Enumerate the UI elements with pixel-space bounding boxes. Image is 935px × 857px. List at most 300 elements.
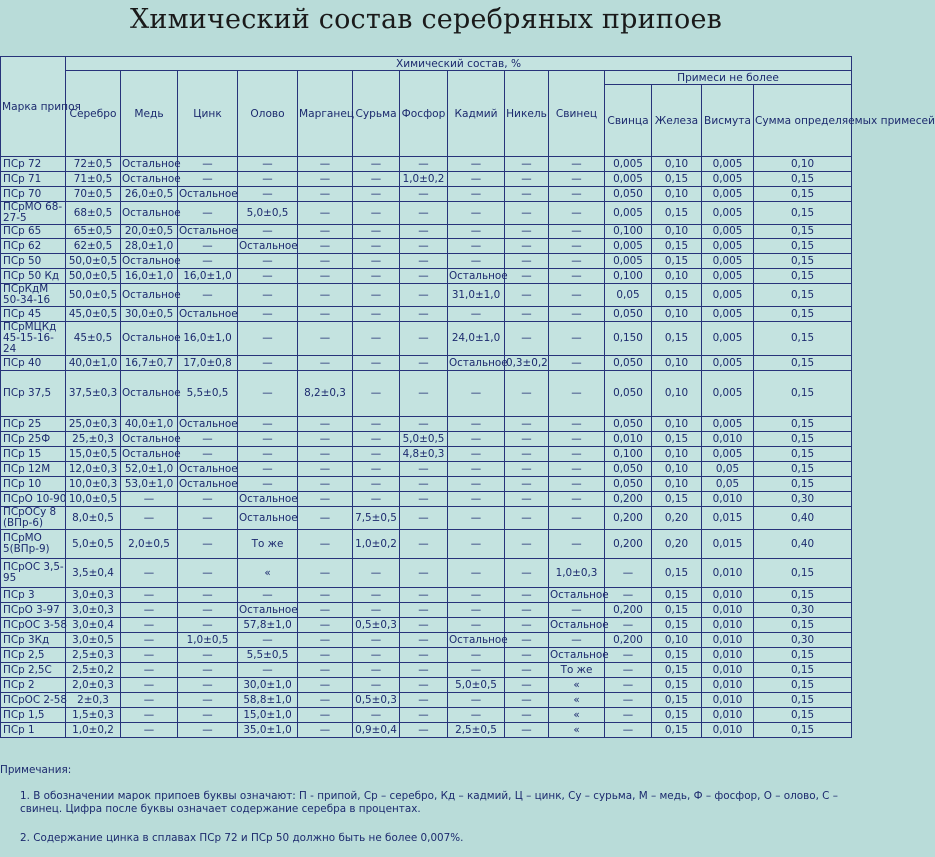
table-cell: 0,15	[652, 618, 702, 633]
table-cell: 0,15	[754, 693, 852, 708]
brand-cell: ПСр 2	[1, 678, 66, 693]
page-title: Химический состав серебряных припоев	[129, 4, 723, 35]
table-cell: 0,10	[652, 225, 702, 239]
table-cell: 0,15	[754, 663, 852, 678]
table-cell: —	[121, 603, 178, 618]
table-cell: 0,05	[605, 284, 652, 307]
table-cell: —	[549, 633, 605, 648]
table-cell: 0,15	[652, 693, 702, 708]
table-cell: 35,0±1,0	[238, 723, 298, 738]
table-cell: 0,200	[605, 492, 652, 507]
table-cell: 0,40	[754, 507, 852, 530]
table-cell: 0,15	[652, 723, 702, 738]
table-cell: 3,0±0,5	[66, 633, 121, 648]
table-cell: 1,0±0,5	[178, 633, 238, 648]
table-cell: 0,010	[702, 693, 754, 708]
table-cell: —	[121, 693, 178, 708]
table-cell: 0,005	[605, 157, 652, 172]
table-cell: —	[605, 648, 652, 663]
table-cell: —	[178, 239, 238, 254]
table-cell: 0,15	[754, 322, 852, 356]
table-cell: То же	[238, 530, 298, 559]
table-row	[1, 477, 852, 492]
table-cell: 15,0±1,0	[238, 708, 298, 723]
table-cell: 2±0,3	[66, 693, 121, 708]
table-cell: 0,40	[754, 530, 852, 559]
table-cell: —	[400, 254, 448, 269]
table-cell: Остальное	[179, 462, 238, 475]
table-row	[1, 254, 852, 269]
table-cell: 5,0±0,5	[66, 530, 121, 559]
table-cell: —	[178, 678, 238, 693]
table-cell: —	[505, 678, 549, 693]
table-cell: —	[400, 663, 448, 678]
table-row	[1, 225, 852, 239]
table-cell: —	[238, 225, 298, 239]
table-cell: 57,8±1,0	[238, 618, 298, 633]
brand-cell: ПСр 40	[1, 356, 66, 371]
table-cell: 0,15	[754, 678, 852, 693]
table-cell: 0,15	[754, 723, 852, 738]
table-row	[1, 322, 852, 356]
table-cell: 0,200	[605, 633, 652, 648]
table-cell: 4,8±0,3	[400, 447, 448, 462]
brand-cell: ПСр 45	[1, 307, 66, 322]
table-cell: —	[298, 648, 353, 663]
table-cell: —	[400, 492, 448, 507]
table-cell: 0,15	[652, 648, 702, 663]
table-cell: Остальное	[121, 371, 178, 417]
table-cell: 0,005	[702, 254, 754, 269]
table-cell: 30,0±0,5	[121, 307, 178, 322]
table-cell: —	[353, 633, 400, 648]
table-cell: 20,0±0,5	[121, 225, 178, 239]
table-cell: 0,15	[652, 254, 702, 269]
table-cell: —	[353, 371, 400, 417]
header-imp-iron: Железа	[652, 85, 702, 157]
table-cell: —	[353, 172, 400, 187]
table-cell: —	[298, 172, 353, 187]
table-body	[1, 157, 852, 738]
table-cell: 7,5±0,5	[353, 507, 400, 530]
table-row	[1, 559, 852, 588]
table-cell: 0,005	[605, 202, 652, 225]
table-cell: 0,15	[754, 254, 852, 269]
table-cell: —	[298, 559, 353, 588]
table-cell: —	[505, 239, 549, 254]
table-cell: 0,050	[605, 477, 652, 492]
table-cell: 3,5±0,4	[66, 559, 121, 588]
table-cell: —	[121, 559, 178, 588]
table-cell: 24,0±1,0	[448, 322, 505, 356]
table-cell: 15,0±0,5	[66, 447, 121, 462]
table-cell: —	[400, 322, 448, 356]
table-cell: —	[121, 708, 178, 723]
table-cell: 0,010	[702, 678, 754, 693]
table-cell: —	[448, 371, 505, 417]
table-cell: 1,0±0,2	[353, 530, 400, 559]
table-row	[1, 723, 852, 738]
table-cell: —	[238, 269, 298, 284]
table-cell: —	[353, 307, 400, 322]
table-cell: —	[505, 477, 549, 492]
table-cell: —	[605, 588, 652, 603]
table-cell: 0,15	[652, 239, 702, 254]
table-cell: —	[505, 254, 549, 269]
table-cell: 0,005	[702, 371, 754, 417]
header-nickel: Никель	[505, 71, 549, 157]
table-cell: —	[448, 462, 505, 477]
table-cell: —	[448, 239, 505, 254]
brand-cell: ПСр 37,5	[1, 371, 66, 417]
header-imp-lead: Свинца	[605, 85, 652, 157]
table-cell: —	[298, 723, 353, 738]
table-cell: 0,10	[652, 447, 702, 462]
table-cell: —	[549, 172, 605, 187]
table-cell: 2,0±0,3	[66, 678, 121, 693]
table-cell: 0,30	[754, 492, 852, 507]
table-cell: 0,15	[652, 603, 702, 618]
brand-cell: ПСрКдМ 50-34-16	[1, 284, 66, 307]
table-cell: 1,0±0,3	[549, 559, 605, 588]
table-cell: 0,3±0,2	[506, 356, 548, 369]
table-cell: 0,15	[754, 172, 852, 187]
table-cell: —	[549, 254, 605, 269]
header-composition: Химический состав, %	[66, 57, 852, 71]
table-cell: —	[505, 269, 549, 284]
header-imp-bismuth: Висмута	[702, 85, 754, 157]
table-cell: —	[353, 417, 400, 432]
table-cell: 0,15	[754, 284, 852, 307]
table-cell: —	[353, 322, 400, 356]
table-cell: —	[605, 693, 652, 708]
table-cell: 0,050	[605, 187, 652, 202]
table-cell: —	[400, 284, 448, 307]
table-cell: 12,0±0,3	[66, 462, 121, 477]
table-cell: 0,15	[754, 269, 852, 284]
table-cell: Остальное	[238, 507, 298, 530]
table-cell: —	[298, 157, 353, 172]
table-cell: —	[448, 618, 505, 633]
table-cell: —	[448, 447, 505, 462]
table-cell: 72±0,5	[66, 157, 121, 172]
table-row	[1, 708, 852, 723]
solder-composition-table	[0, 56, 935, 738]
table-row	[1, 187, 852, 202]
table-cell: —	[549, 462, 605, 477]
table-cell: —	[353, 678, 400, 693]
table-row	[1, 492, 852, 507]
table-cell: 5,0±0,5	[238, 202, 298, 225]
table-cell: —	[400, 530, 448, 559]
table-cell: 52,0±1,0	[121, 462, 178, 477]
table-cell: 0,15	[754, 187, 852, 202]
table-cell: —	[400, 588, 448, 603]
table-cell: 0,15	[652, 202, 702, 225]
header-manganese: Марганец	[298, 71, 353, 157]
table-cell: —	[505, 663, 549, 678]
table-cell: —	[121, 648, 178, 663]
table-cell: 30,0±1,0	[238, 678, 298, 693]
table-cell: —	[549, 603, 605, 618]
table-cell: —	[121, 618, 178, 633]
table-cell: —	[353, 462, 400, 477]
table-row	[1, 693, 852, 708]
table-cell: 0,10	[652, 356, 702, 371]
table-cell: 2,5±0,3	[66, 648, 121, 663]
table-cell: —	[605, 708, 652, 723]
table-cell: —	[505, 603, 549, 618]
table-cell: 68±0,5	[66, 202, 121, 225]
table-cell: —	[178, 530, 238, 559]
table-cell: 25,0±0,3	[66, 417, 121, 432]
table-cell: —	[121, 492, 178, 507]
table-cell: 0,010	[702, 633, 754, 648]
table-cell: 5,0±0,5	[400, 432, 448, 447]
table-row	[1, 432, 852, 447]
table-cell: —	[400, 462, 448, 477]
table-cell: —	[178, 432, 238, 447]
table-cell: 0,005	[702, 157, 754, 172]
table-cell: Остальное	[449, 269, 508, 282]
table-row	[1, 633, 852, 648]
table-cell: —	[505, 371, 549, 417]
table-cell: —	[505, 492, 549, 507]
table-cell: —	[178, 284, 238, 307]
table-cell: 0,15	[652, 708, 702, 723]
table-cell: Остальное	[122, 432, 181, 445]
table-cell: —	[448, 663, 505, 678]
table-row	[1, 202, 852, 225]
table-cell: 0,005	[702, 356, 754, 371]
table-cell: —	[505, 157, 549, 172]
table-cell: 0,15	[652, 678, 702, 693]
table-cell: —	[505, 307, 549, 322]
table-cell: —	[178, 618, 238, 633]
table-cell: —	[238, 307, 298, 322]
table-cell: —	[298, 477, 353, 492]
table-row	[1, 307, 852, 322]
table-cell: 0,010	[702, 708, 754, 723]
table-cell: «	[238, 559, 298, 588]
table-cell: 0,15	[754, 559, 852, 588]
table-cell: Остальное	[179, 417, 238, 430]
table-cell: —	[298, 356, 353, 371]
table-cell: 8,0±0,5	[66, 507, 121, 530]
table-cell: Остальное	[449, 633, 508, 646]
table-cell: 0,050	[605, 307, 652, 322]
table-cell: —	[238, 356, 298, 371]
table-cell: 0,15	[652, 492, 702, 507]
table-cell: —	[605, 723, 652, 738]
table-cell: Остальное	[239, 492, 298, 505]
table-cell: —	[298, 202, 353, 225]
table-cell: 0,15	[754, 202, 852, 225]
table-cell: 0,15	[652, 559, 702, 588]
table-cell: —	[448, 492, 505, 507]
table-cell: 0,10	[652, 187, 702, 202]
table-cell: 2,5±0,2	[66, 663, 121, 678]
table-cell: 40,0±1,0	[66, 356, 121, 371]
table-cell: —	[298, 322, 353, 356]
table-cell: —	[298, 239, 353, 254]
table-cell: —	[448, 172, 505, 187]
table-cell: 17,0±0,8	[178, 356, 238, 371]
table-cell: —	[549, 322, 605, 356]
table-cell: 0,200	[605, 603, 652, 618]
table-cell: 0,15	[754, 417, 852, 432]
table-cell: 0,05	[702, 477, 754, 492]
table-cell: —	[505, 322, 549, 356]
table-cell: 1,0±0,2	[66, 723, 121, 738]
table-cell: —	[549, 417, 605, 432]
table-cell: —	[298, 603, 353, 618]
table-cell: Остальное	[122, 254, 181, 267]
table-cell: —	[605, 663, 652, 678]
table-cell: «	[549, 678, 605, 693]
table-cell: —	[549, 269, 605, 284]
header-phosphorus: Фосфор	[400, 71, 448, 157]
table-cell: 0,200	[605, 507, 652, 530]
table-cell: —	[353, 708, 400, 723]
table-cell: 0,100	[605, 447, 652, 462]
table-cell: 50,0±0,5	[66, 254, 121, 269]
table-cell: —	[298, 417, 353, 432]
table-cell: —	[178, 648, 238, 663]
table-cell: —	[238, 172, 298, 187]
table-cell: 10,0±0,3	[66, 477, 121, 492]
table-cell: Остальное	[449, 356, 508, 369]
table-cell: —	[238, 432, 298, 447]
table-cell: —	[298, 462, 353, 477]
header-lead: Свинец	[549, 71, 605, 157]
table-cell: —	[448, 157, 505, 172]
table-cell: —	[238, 447, 298, 462]
table-cell: —	[238, 663, 298, 678]
table-cell: —	[505, 693, 549, 708]
header-zinc: Цинк	[178, 71, 238, 157]
table-cell: 0,20	[652, 507, 702, 530]
table-cell: 0,005	[702, 239, 754, 254]
table-cell: 25,±0,3	[66, 432, 121, 447]
table-cell: —	[549, 225, 605, 239]
table-cell: —	[238, 322, 298, 356]
brand-cell: ПСрМО 5(ВПр-9)	[1, 530, 66, 559]
table-cell: —	[400, 307, 448, 322]
table-cell: 62±0,5	[66, 239, 121, 254]
table-cell: 40,0±1,0	[121, 417, 178, 432]
table-cell: —	[549, 187, 605, 202]
table-cell: 0,30	[754, 633, 852, 648]
table-cell: —	[400, 559, 448, 588]
table-cell: —	[448, 307, 505, 322]
table-cell: 65±0,5	[66, 225, 121, 239]
table-cell: 0,05	[702, 462, 754, 477]
table-cell: 2,0±0,5	[121, 530, 178, 559]
table-row	[1, 417, 852, 432]
brand-cell: ПСр 2,5С	[1, 663, 66, 678]
table-cell: —	[400, 507, 448, 530]
table-cell: 0,005	[702, 202, 754, 225]
table-cell: 16,0±1,0	[178, 322, 238, 356]
table-cell: 0,15	[754, 462, 852, 477]
table-cell: Остальное	[550, 588, 609, 601]
header-tin: Олово	[238, 71, 298, 157]
brand-cell: ПСр 25Ф	[1, 432, 66, 447]
table-cell: —	[353, 284, 400, 307]
table-cell: —	[353, 157, 400, 172]
table-cell: «	[549, 708, 605, 723]
notes-title: Примечания:	[0, 764, 72, 776]
table-cell: 5,5±0,5	[178, 371, 238, 417]
table-cell: —	[298, 307, 353, 322]
table-cell: —	[238, 633, 298, 648]
table-cell: —	[400, 648, 448, 663]
table-cell: 0,15	[754, 307, 852, 322]
table-cell: —	[505, 708, 549, 723]
table-cell: —	[505, 723, 549, 738]
table-cell: 0,15	[754, 618, 852, 633]
table-row	[1, 447, 852, 462]
table-cell: —	[448, 648, 505, 663]
table-cell: 0,050	[605, 417, 652, 432]
table-cell: —	[505, 202, 549, 225]
table-cell: Остальное	[179, 225, 238, 237]
table-cell: —	[505, 648, 549, 663]
table-cell: —	[353, 559, 400, 588]
table-cell: —	[353, 477, 400, 492]
table-row	[1, 507, 852, 530]
table-cell: —	[298, 269, 353, 284]
table-cell: —	[505, 530, 549, 559]
table-cell: Остальное	[179, 307, 238, 320]
table-cell: —	[238, 187, 298, 202]
table-cell: 50,0±0,5	[66, 269, 121, 284]
table-cell: —	[353, 269, 400, 284]
table-cell: 0,15	[754, 371, 852, 417]
table-cell: —	[448, 202, 505, 225]
table-cell: —	[353, 225, 400, 239]
table-cell: 16,0±1,0	[178, 269, 238, 284]
table-cell: —	[448, 588, 505, 603]
table-cell: 16,7±0,7	[121, 356, 178, 371]
brand-cell: ПСр 62	[1, 239, 66, 254]
table-cell: —	[549, 202, 605, 225]
table-cell: —	[298, 225, 353, 239]
table-cell: —	[549, 157, 605, 172]
table-cell: —	[178, 254, 238, 269]
table-cell: Остальное	[121, 202, 178, 225]
table-cell: —	[298, 618, 353, 633]
table-cell: —	[400, 239, 448, 254]
table-cell: 0,10	[652, 157, 702, 172]
table-cell: 0,015	[702, 530, 754, 559]
table-cell: —	[353, 239, 400, 254]
table-cell: 0,10	[652, 633, 702, 648]
table-cell: —	[353, 588, 400, 603]
table-cell: 3,0±0,3	[66, 603, 121, 618]
table-cell: —	[549, 530, 605, 559]
table-cell: —	[298, 187, 353, 202]
table-cell: 0,10	[652, 462, 702, 477]
brand-cell: ПСр 2,5	[1, 648, 66, 663]
table-cell: —	[121, 723, 178, 738]
table-cell: Остальное	[239, 239, 298, 252]
table-cell: 0,15	[754, 432, 852, 447]
table-cell: —	[448, 187, 505, 202]
table-cell: 0,005	[702, 417, 754, 432]
table-cell: —	[400, 633, 448, 648]
